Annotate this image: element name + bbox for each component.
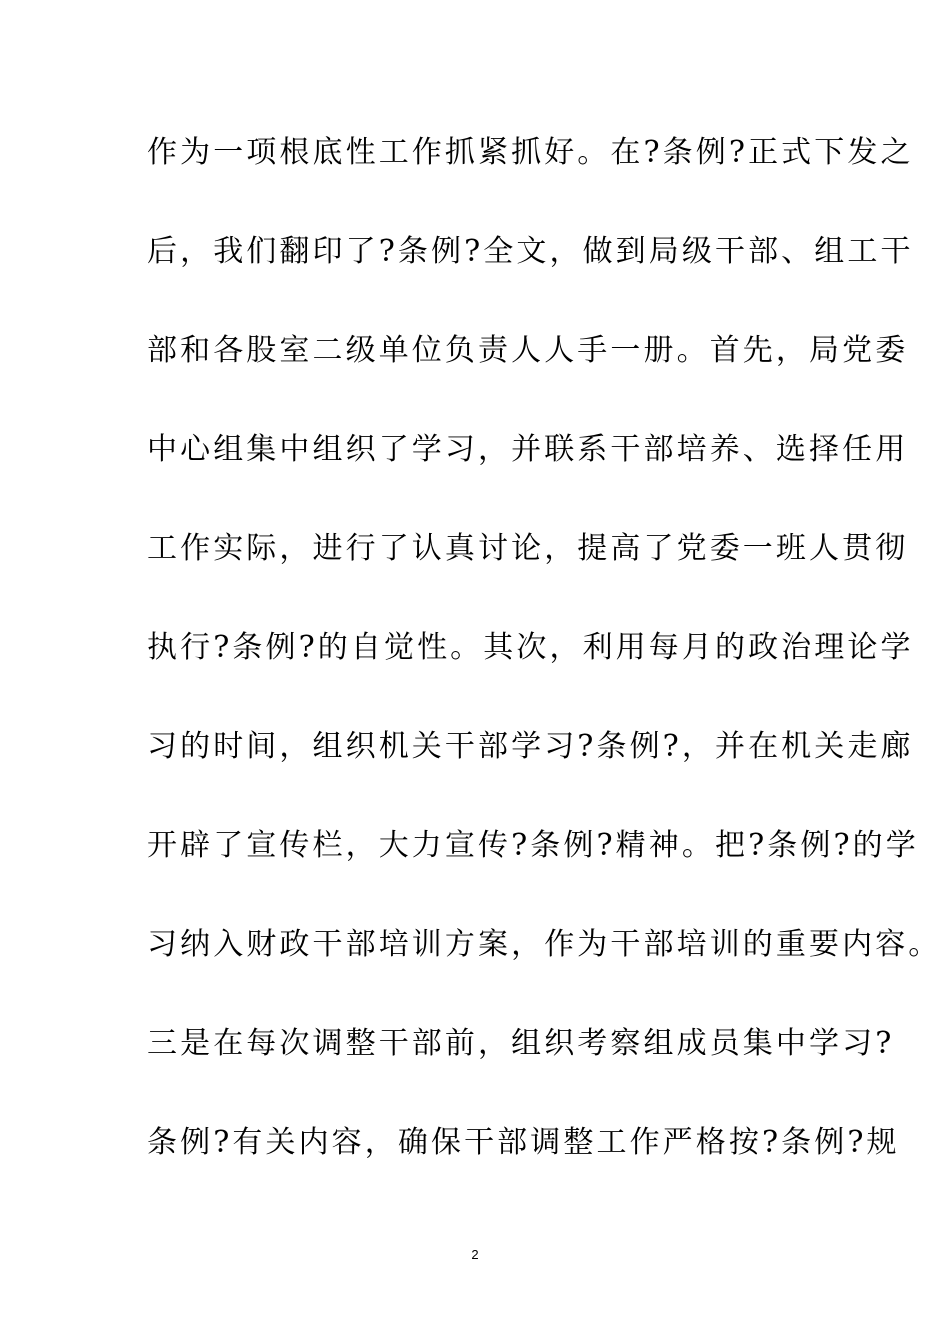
- text-line: 执行?条例?的自觉性。其次，利用每月的政治理论学: [147, 630, 914, 665]
- text-line: 习的时间，组织机关干部学习?条例?，并在机关走廊: [147, 729, 914, 764]
- text-line: 工作实际，进行了认真讨论，提高了党委一班人贯彻: [147, 531, 909, 566]
- text-line: 条例?有关内容，确保干部调整工作严格按?条例?规: [147, 1125, 900, 1160]
- text-line: 后，我们翻印了?条例?全文，做到局级干部、组工干: [147, 234, 914, 269]
- text-line: 部和各股室二级单位负责人人手一册。首先，局党委: [147, 333, 909, 368]
- text-line: 中心组集中组织了学习，并联系干部培养、选择任用: [147, 432, 909, 467]
- body-text: [147, 123, 942, 1212]
- text-line: 习纳入财政干部培训方案，作为干部培训的重要内容。: [147, 927, 942, 962]
- text-line: 作为一项根底性工作抓紧抓好。在?条例?正式下发之: [147, 135, 914, 170]
- page-number: 2: [471, 1247, 479, 1262]
- text-line: 开辟了宣传栏，大力宣传?条例?精神。把?条例?的学: [147, 828, 919, 863]
- text-line: 三是在每次调整干部前，组织考察组成员集中学习?: [147, 1026, 895, 1061]
